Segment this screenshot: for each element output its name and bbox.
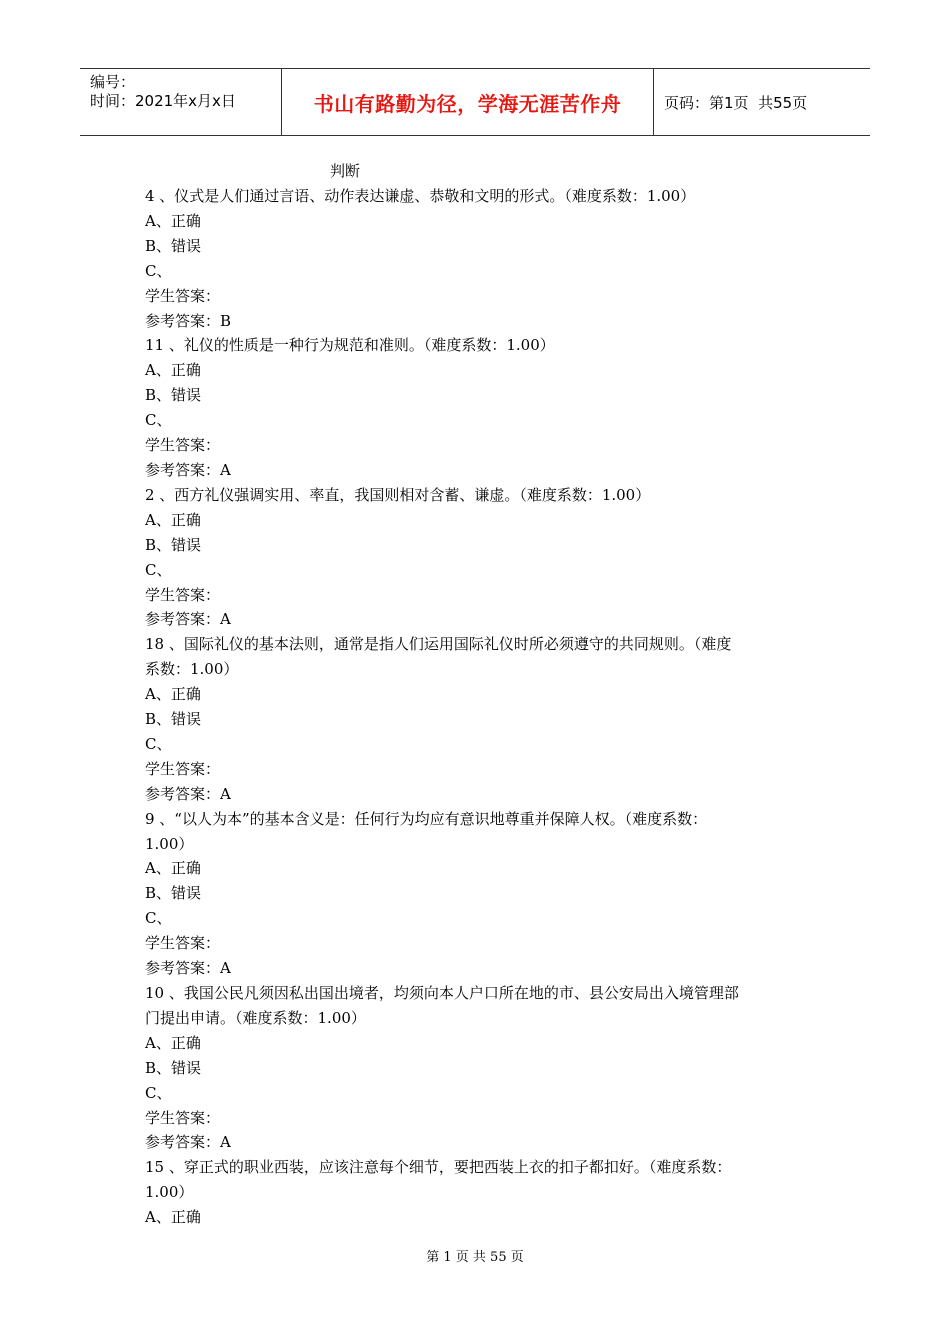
section-title: 判断 <box>330 162 361 180</box>
option-c: C、 <box>145 261 172 280</box>
option-c: C、 <box>145 734 172 753</box>
question-item <box>145 1155 810 1230</box>
time-label: 时间：2021年x月x日 <box>90 92 236 110</box>
reference-answer: 参考答案：A <box>145 1133 231 1152</box>
question-item <box>145 184 810 333</box>
option-c: C、 <box>145 560 172 579</box>
page-header <box>80 68 870 136</box>
reference-answer: 参考答案：A <box>145 959 231 978</box>
question-text: 15 、穿正式的职业西装，应该注意每个细节，要把西装上衣的扣子都扣好。（难度系数： <box>145 1158 732 1177</box>
question-item <box>145 483 810 632</box>
question-item <box>145 981 810 1155</box>
reference-answer: 参考答案：A <box>145 460 231 479</box>
question-list <box>145 184 810 1230</box>
option-a: A、正确 <box>145 859 201 878</box>
option-c: C、 <box>145 909 172 928</box>
question-item <box>145 807 810 981</box>
question-text: 18 、国际礼仪的基本法则，通常是指人们运用国际礼仪时所必须遵守的共同规则。（难度 <box>145 635 732 654</box>
question-text: 11 、礼仪的性质是一种行为规范和准则。（难度系数：1.00） <box>145 336 555 355</box>
reference-answer: 参考答案：B <box>145 311 232 330</box>
student-answer: 学生答案： <box>145 585 221 604</box>
option-a: A、正确 <box>145 1033 201 1052</box>
option-b: B、错误 <box>145 236 202 255</box>
motto-text: 书山有路勤为径，学海无涯苦作舟 <box>313 91 622 116</box>
student-answer: 学生答案： <box>145 286 221 305</box>
option-b: B、错误 <box>145 884 202 903</box>
student-answer: 学生答案： <box>145 436 221 455</box>
option-c: C、 <box>145 1083 172 1102</box>
page-footer: 第 1 页 共 55 页 <box>426 1250 524 1265</box>
question-text-cont: 门提出申请。（难度系数：1.00） <box>145 1008 366 1027</box>
question-text: 2 、西方礼仪强调实用、率直，我国则相对含蓄、谦虚。（难度系数：1.00） <box>145 485 651 504</box>
header-motto-cell <box>281 69 654 135</box>
question-text: 9 、“以人为本”的基本含义是：任何行为均应有意识地尊重并保障人权。（难度系数： <box>145 809 708 828</box>
reference-answer: 参考答案：A <box>145 610 231 629</box>
question-text: 10 、我国公民凡须因私出国出境者，均须向本人户口所在地的市、县公安局出入境管理部 <box>145 984 739 1002</box>
header-page-info: 页码：第1页 共55页 <box>664 93 808 112</box>
option-c: C、 <box>145 411 172 430</box>
question-text-cont: 1.00） <box>145 1183 194 1202</box>
student-answer: 学生答案： <box>145 1108 221 1127</box>
option-b: B、错误 <box>145 710 202 729</box>
option-b: B、错误 <box>145 1058 202 1077</box>
option-a: A、正确 <box>145 361 201 380</box>
option-b: B、错误 <box>145 535 202 554</box>
question-text-cont: 系数：1.00） <box>145 660 239 679</box>
question-item <box>145 333 810 482</box>
option-a: A、正确 <box>145 685 201 704</box>
reference-answer: 参考答案：A <box>145 784 231 803</box>
option-a: A、正确 <box>145 510 201 529</box>
question-item <box>145 632 810 806</box>
student-answer: 学生答案： <box>145 934 221 953</box>
option-a: A、正确 <box>145 211 201 230</box>
option-b: B、错误 <box>145 386 202 405</box>
number-label: 编号： <box>90 73 136 91</box>
student-answer: 学生答案： <box>145 759 221 778</box>
header-meta <box>80 69 281 135</box>
option-a: A、正确 <box>145 1208 201 1227</box>
question-text: 4 、仪式是人们通过言语、动作表达谦虚、恭敬和文明的形式。（难度系数：1.00） <box>145 187 696 205</box>
question-text-cont: 1.00） <box>145 834 194 853</box>
